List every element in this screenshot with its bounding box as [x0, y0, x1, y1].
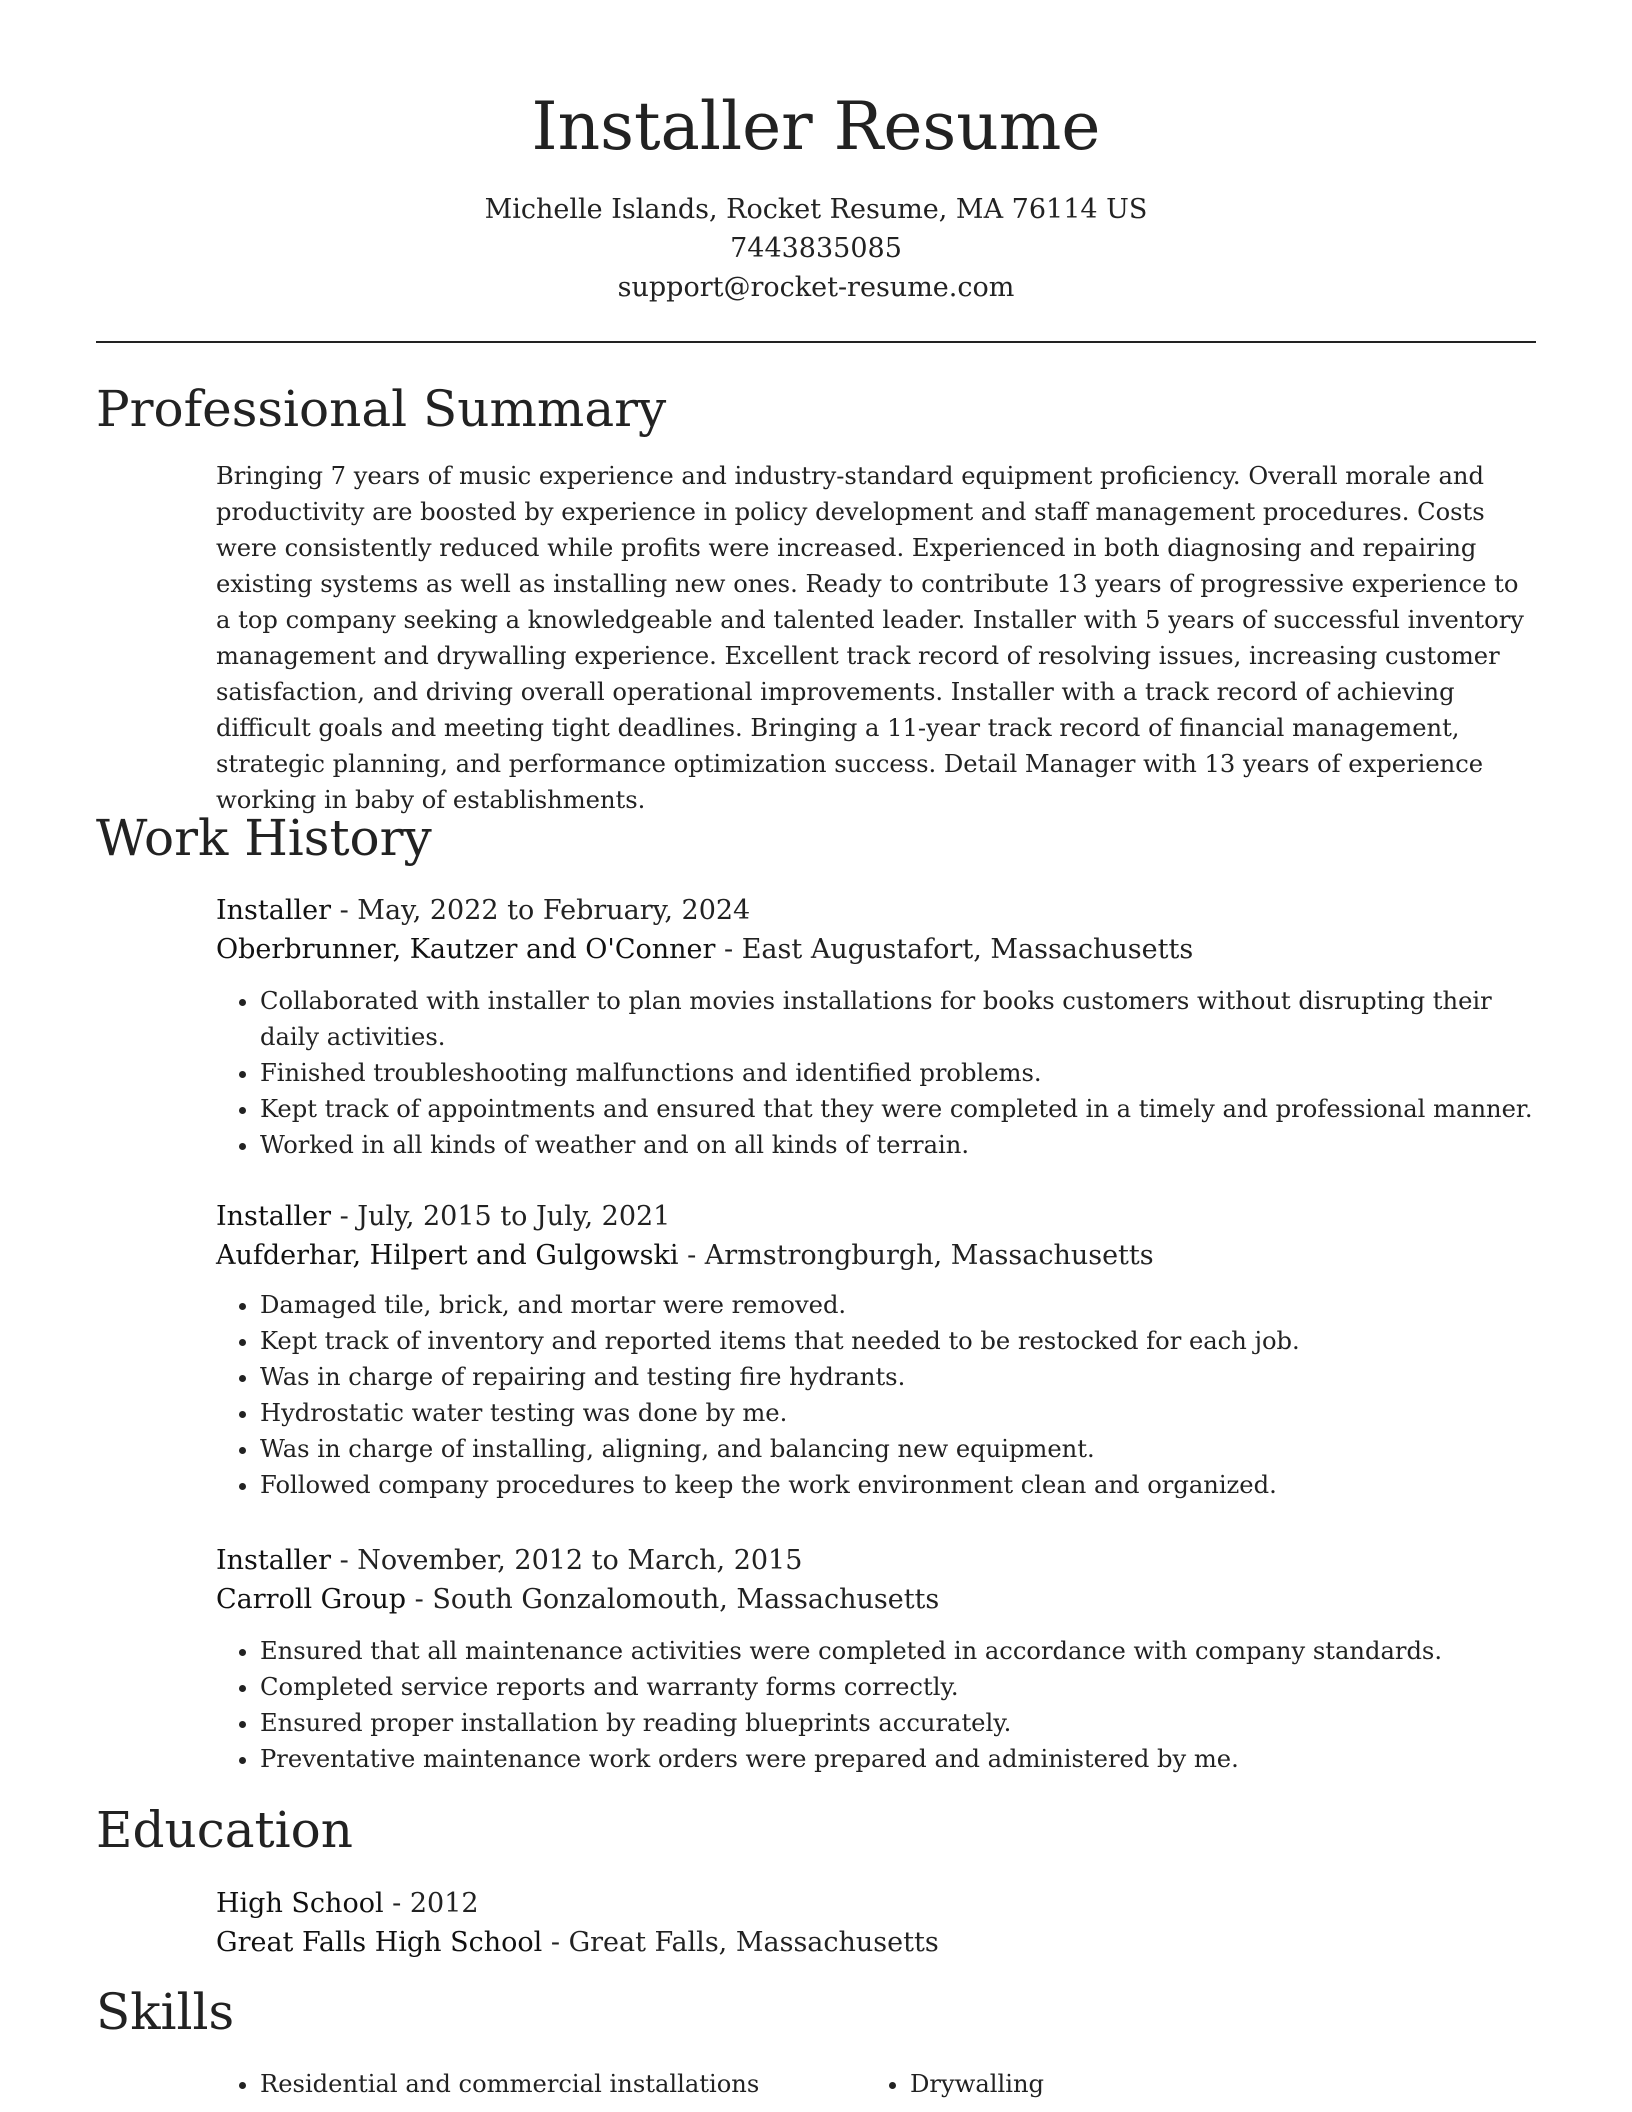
education-entry: [216, 1884, 1536, 1962]
job-dates: - July, 2015 to July, 2021: [331, 1201, 671, 1232]
job-duty: • Ensured that all maintenance activities were completed in accordance with company standards.: [260, 1633, 1536, 1669]
job-duties: [216, 983, 1536, 1163]
job-company: Oberbrunner, Kautzer and O'Conner: [216, 934, 716, 965]
summary-block: [216, 458, 1536, 818]
contact-address: Michelle Islands, Rocket Resume, MA 76114 US: [484, 194, 1148, 225]
job-duty: • Was in charge of repairing and testing fire hydrants.: [260, 1359, 1536, 1395]
job-company: Aufderhar, Hilpert and Gulgowski: [216, 1240, 679, 1271]
job-duty: • Preventative maintenance work orders were prepared and administered by me.: [260, 1741, 1536, 1777]
job-title: Installer: [216, 1545, 332, 1576]
summary-text: Bringing 7 years of music experience and industry-standard equipment proficiency. Overall morale and productivity are boosted by experience in policy development and staff management procedures. Costs were consistently reduced while profits were increased. Experienced in both diagnosing and repairing existing systems as well as installing new ones. Ready to contribute 13 years of progressive experience to a top company seeking a knowledgeable and talented leader. Installer with 5 years of successful inventory management and drywalling experience. Excellent track record of resolving issues, increasing customer satisfaction, and driving overall operational improvements. Installer with a track record of achieving difficult goals and meeting tight deadlines. Bringing a 11-year track record of financial management, strategic planning, and performance optimization success. Detail Manager with 13 years of experience working in baby of establishments.: [216, 462, 1524, 814]
job-duty: • Was in charge of installing, aligning, and balancing new equipment.: [260, 1431, 1536, 1467]
job-title: Installer: [216, 895, 332, 926]
job-company-line: [216, 930, 1536, 969]
job-entry: [216, 891, 1536, 1163]
resume-title: Installer Resume: [531, 88, 1101, 165]
contact-info: [96, 190, 1536, 307]
job-duty: • Worked in all kinds of weather and on all kinds of terrain.: [260, 1127, 1536, 1163]
skills-list: [216, 2066, 866, 2102]
job-duty: • Kept track of inventory and reported items that needed to be restocked for each job.: [260, 1323, 1536, 1359]
job-duties: [216, 1287, 1536, 1503]
education-heading: Education: [96, 1801, 353, 1859]
job-dates: - May, 2022 to February, 2024: [331, 895, 751, 926]
job-duty: • Completed service reports and warranty forms correctly.: [260, 1669, 1536, 1705]
skills-list: [866, 2066, 1516, 2102]
job-dates: - November, 2012 to March, 2015: [331, 1545, 803, 1576]
education-year: - 2012: [383, 1888, 479, 1919]
contact-email: support@rocket-resume.com: [617, 272, 1015, 303]
job-location: - South Gonzalomouth, Massachusetts: [406, 1584, 940, 1615]
job-duty: • Kept track of appointments and ensured that they were completed in a timely and professional manner.: [260, 1091, 1536, 1127]
skill-item: • Drywalling: [910, 2066, 1516, 2102]
job-title-line: [216, 1541, 1536, 1580]
education-school-line: [216, 1923, 1536, 1962]
job-duty: • Collaborated with installer to plan movies installations for books customers without disrupting their daily activities.: [260, 983, 1536, 1055]
skills-block: [216, 2066, 1536, 2102]
skills-grid: [216, 2066, 1536, 2102]
work-history-heading: Work History: [96, 809, 432, 867]
contact-phone: 7443835085: [730, 233, 902, 264]
summary-heading: Professional Summary: [96, 380, 667, 438]
header-divider: [96, 341, 1536, 343]
skills-heading: Skills: [96, 1983, 235, 2041]
job-duty: • Damaged tile, brick, and mortar were removed.: [260, 1287, 1536, 1323]
job-entry: [216, 1541, 1536, 1777]
education-degree: High School: [216, 1888, 384, 1919]
job-company-line: [216, 1236, 1536, 1275]
skills-column-left: [216, 2066, 866, 2102]
job-duty: • Finished troubleshooting malfunctions and identified problems.: [260, 1055, 1536, 1091]
job-duty: • Hydrostatic water testing was done by me.: [260, 1395, 1536, 1431]
job-location: - Armstrongburgh, Massachusetts: [678, 1240, 1154, 1271]
job-duties: [216, 1633, 1536, 1777]
job-location: - East Augustafort, Massachusetts: [715, 934, 1194, 965]
education-location: - Great Falls, Massachusetts: [542, 1927, 939, 1958]
job-company-line: [216, 1580, 1536, 1619]
skills-column-right: [866, 2066, 1516, 2102]
job-company: Carroll Group: [216, 1584, 407, 1615]
job-duty: • Followed company procedures to keep the work environment clean and organized.: [260, 1467, 1536, 1503]
job-title-line: [216, 1197, 1536, 1236]
job-entry: [216, 1197, 1536, 1503]
education-degree-line: [216, 1884, 1536, 1923]
job-title-line: [216, 891, 1536, 930]
job-title: Installer: [216, 1201, 332, 1232]
job-duty: • Ensured proper installation by reading blueprints accurately.: [260, 1705, 1536, 1741]
education-school: Great Falls High School: [216, 1927, 543, 1958]
skill-item: • Residential and commercial installations: [260, 2066, 866, 2102]
